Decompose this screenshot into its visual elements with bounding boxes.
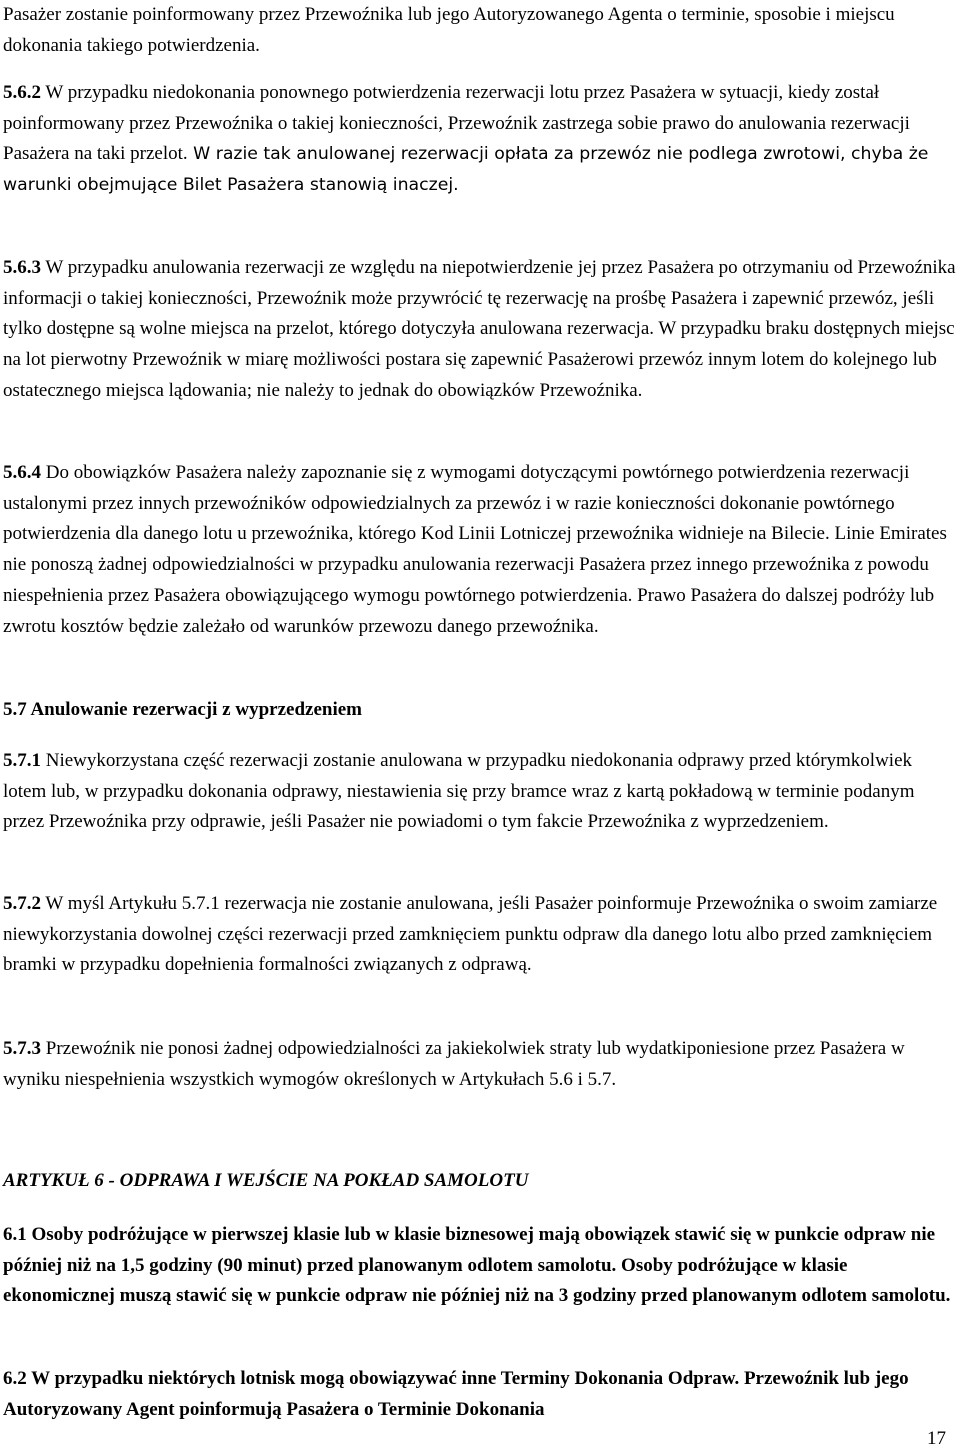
paragraph-5-7-2 xyxy=(3,889,957,981)
paragraph-6-1: 6.1 Osoby podróżujące w pierwszej klasie lub w klasie biznesowej mają obowiązek stawić się w punkcie odpraw nie później niż na 1,5 godziny (90 minut) przed planowanym odlotem samolotu. Osoby podróżujące w klasie ekonomicznej muszą stawić się w punkcie odpraw nie później niż na 3 godziny przed planowanym odlotem samolotu. xyxy=(3,1224,951,1307)
article-6-heading: ARTYKUŁ 6 - ODPRAWA I WEJŚCIE NA POKŁAD SAMOLOTU xyxy=(3,1170,529,1191)
paragraph-number: 5.7.2 xyxy=(3,893,41,914)
paragraph-text: W myśl Artykułu 5.7.1 rezerwacja nie zostanie anulowana, jeśli Pasażer poinformuje Przewoźnika o swoim zamiarze niewykorzystania dowolnej części rezerwacji przed zamknięciem punktu odpraw dla danego lotu albo przed zamknięciem bramki w przypadku dopełnienia formalności związanych z odprawą. xyxy=(3,893,938,976)
paragraph-text: W przypadku anulowania rezerwacji ze względu na niepotwierdzenie jej przez Pasażera po otrzymaniu od Przewoźnika informacji o takiej konieczności, Przewoźnik może przywrócić tę rezerwację na prośbę Pasażera i zapewnić przewóz, jeśli tylko dostępne są wolne miejsca na przelot, którego dotyczyła anulowana rezerwacja. W przypadku braku dostępnych miejsc na lot pierwotny Przewoźnik w miarę możliwości postara się zapewnić Pasażerowi przewóz innym lotem do kolejnego lub ostatecznego miejsca lądowania; nie należy to jednak do obowiązków Przewoźnika. xyxy=(3,257,956,401)
paragraph-5-7-1 xyxy=(3,746,957,838)
paragraph-number: 5.6.2 xyxy=(3,82,41,103)
paragraph-5-6-2 xyxy=(3,78,957,201)
paragraph-text: Przewoźnik nie ponosi żadnej odpowiedzialności za jakiekolwiek straty lub wydatkiponiesione przez Pasażera w wyniku niespełnienia wszystkich wymogów określonych w Artykułach 5.6 i 5.7. xyxy=(3,1038,905,1090)
paragraph-intro xyxy=(3,0,957,61)
paragraph-text: Pasażer zostanie poinformowany przez Przewoźnika lub jego Autoryzowanego Agenta o terminie, sposobie i miejscu dokonania takiego potwierdzenia. xyxy=(3,4,895,56)
page-number: 17 xyxy=(927,1428,946,1449)
paragraph-5-7-3 xyxy=(3,1034,957,1095)
paragraph-number: 5.7.3 xyxy=(3,1038,41,1059)
paragraph-5-6-3 xyxy=(3,253,957,407)
paragraph-text: Do obowiązków Pasażera należy zapoznanie się z wymogami dotyczącymi powtórnego potwierdzenia rezerwacji ustalonymi przez innych przewoźników odpowiedzialnych za przewóz i w razie konieczności dokonanie powtórnego potwierdzenia dla danego lotu u przewoźnika, którego Kod Linii Lotniczej przewoźnika widnieje na Bilecie. Linie Emirates nie ponoszą żadnej odpowiedzialności w przypadku anulowania rezerwacji Pasażera przez innego przewoźnika z powodu niespełnienia przez Pasażera obowiązującego wymogu powtórnego potwierdzenia. Prawo Pasażera do dalszej podróży lub zwrotu kosztów będzie zależało od warunków przewozu danego przewoźnika. xyxy=(3,462,947,637)
paragraph-text-sans: W razie tak anulowanej rezerwacji opłata za przewóz nie podlega zwrotowi, chyba że warunki obejmujące Bilet Pasażera stanowią inaczej. xyxy=(3,144,929,196)
paragraph-number: 5.6.4 xyxy=(3,462,41,483)
section-heading-5-7: 5.7 Anulowanie rezerwacji z wyprzedzeniem xyxy=(3,699,362,720)
paragraph-number: 5.7.1 xyxy=(3,750,41,771)
paragraph-text: W przypadku niedokonania ponownego potwierdzenia rezerwacji lotu przez Pasażera w sytuacji, kiedy został poinformowany przez Przewoźnika o takiej konieczności, Przewoźnik zastrzega sobie prawo do anulowania rezerwacji Pasażera na taki przelot. xyxy=(3,82,910,165)
paragraph-6-2: 6.2 W przypadku niektórych lotnisk mogą obowiązywać inne Terminy Dokonania Odpraw. Przewoźnik lub jego Autoryzowany Agent poinformują Pasażera o Terminie Dokonania xyxy=(3,1368,909,1420)
paragraph-5-6-4 xyxy=(3,458,957,642)
paragraph-number: 5.6.3 xyxy=(3,257,41,278)
paragraph-text: Niewykorzystana część rezerwacji zostanie anulowana w przypadku niedokonania odprawy przed którymkolwiek lotem lub, w przypadku dokonania odprawy, niestawienia się przy bramce wraz z kartą pokładową w terminie podanym przez Przewoźnika przy odprawie, jeśli Pasażer nie powiadomi o tym fakcie Przewoźnika z wyprzedzeniem. xyxy=(3,750,915,833)
